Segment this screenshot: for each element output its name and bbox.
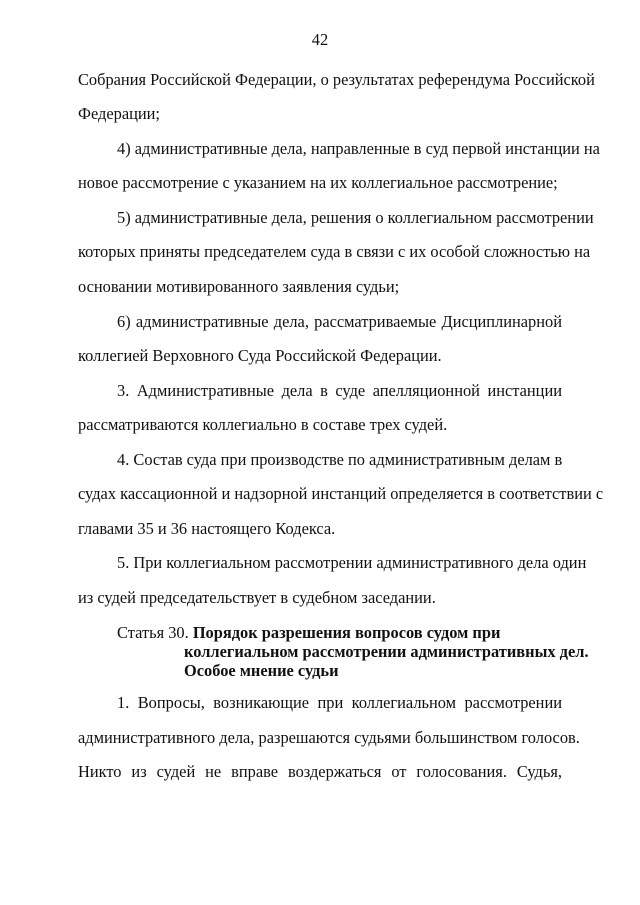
text-line: основании мотивированного заявления судьи; (78, 277, 400, 296)
text-line: 4) административные дела, направленные в суд первой инстанции на (117, 139, 600, 158)
text-line: 4. Состав суда при производстве по административным делам в (117, 450, 563, 469)
text-line: новое рассмотрение с указанием на их коллегиальное рассмотрение; (78, 173, 558, 192)
text-line: 3. Административные дела в суде апелляционной инстанции (117, 381, 562, 400)
text-line: Федерации; (78, 104, 160, 123)
text-line: 6) административные дела, рассматриваемые Дисциплинарной (117, 312, 562, 331)
text-line: судах кассационной и надзорной инстанций определяется в соответствии с (78, 484, 604, 503)
text-line: административного дела, разрешаются судьями большинством голосов. (78, 728, 580, 747)
article-title-line: коллегиальном рассмотрении административных дел. (184, 642, 589, 661)
text-line: рассматриваются коллегиально в составе трех судей. (78, 415, 448, 434)
article-heading (117, 623, 562, 643)
page-number: 42 (311, 30, 329, 49)
text-line: которых приняты председателем суда в связи с их особой сложностью на (78, 242, 591, 261)
text-line: Никто из судей не вправе воздержаться от голосования. Судья, (78, 762, 562, 781)
text-line: 1. Вопросы, возникающие при коллегиальном рассмотрении (117, 693, 562, 712)
text-line: коллегией Верховного Суда Российской Федерации. (78, 346, 442, 365)
text-line: 5) административные дела, решения о коллегиальном рассмотрении (117, 208, 594, 227)
article-title-line: Порядок разрешения вопросов судом при (192, 623, 501, 642)
article-title-line: Особое мнение судьи (184, 661, 339, 680)
text-line: из судей председательствует в судебном заседании. (78, 588, 436, 607)
text-line: Собрания Российской Федерации, о результатах референдума Российской (78, 70, 595, 89)
article-label: Статья 30. (117, 623, 189, 642)
text-line: главами 35 и 36 настоящего Кодекса. (78, 519, 336, 538)
text-line: 5. При коллегиальном рассмотрении административного дела один (117, 553, 587, 572)
